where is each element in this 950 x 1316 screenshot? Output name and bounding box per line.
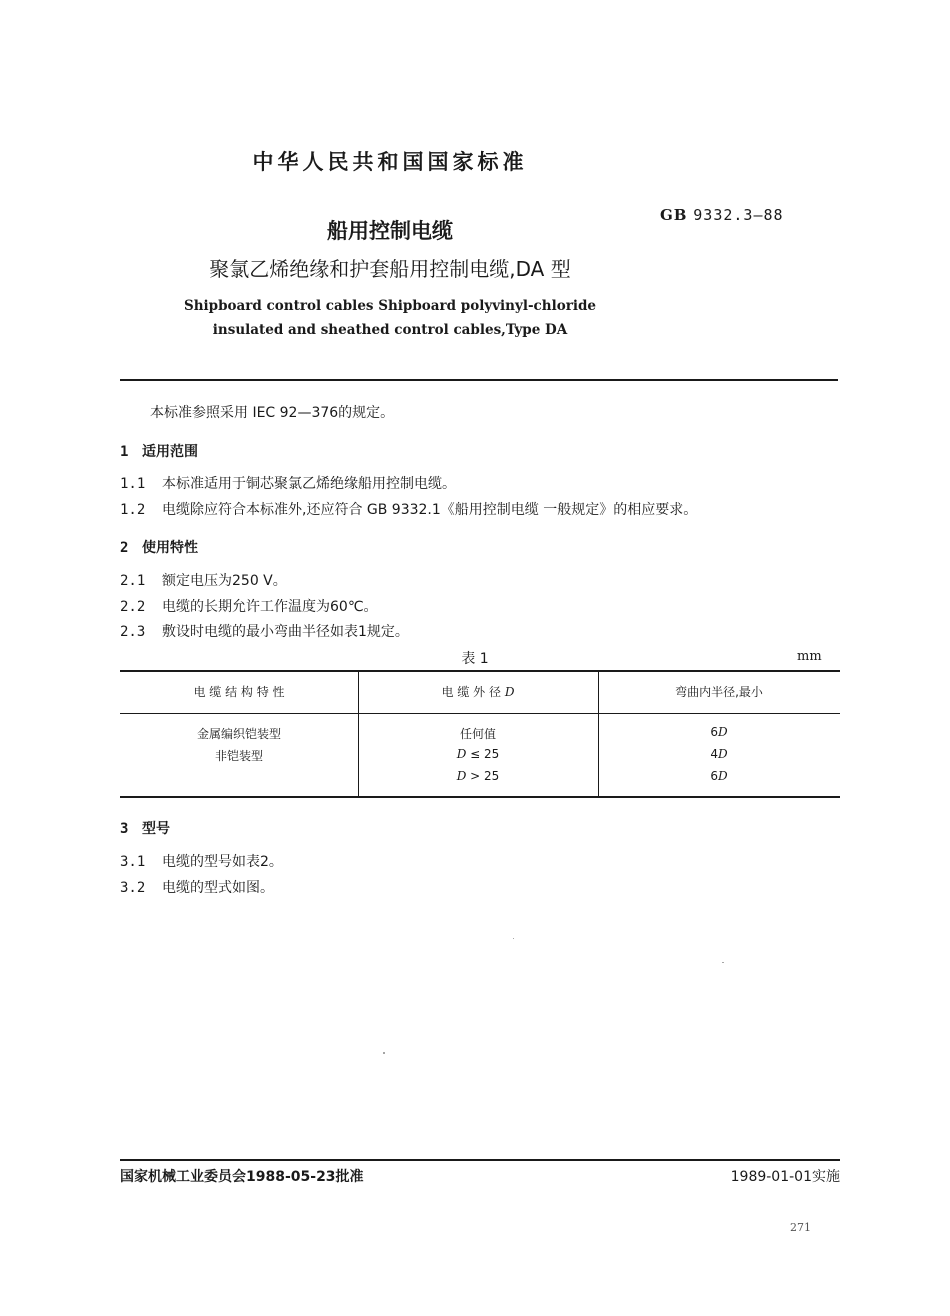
clause-number: 1.2 <box>120 502 146 518</box>
footer-divider <box>120 1159 840 1161</box>
english-title-line-2: insulated and sheathed control cables,Type DA <box>212 322 568 338</box>
table-header-divider <box>120 713 840 714</box>
clause-number: 2.2 <box>120 599 146 615</box>
scan-speck <box>722 962 724 963</box>
header-divider <box>120 379 838 381</box>
clause-number: 3.2 <box>120 880 146 896</box>
diameter-variable: D <box>456 769 467 783</box>
clause-text: 敷设时电缆的最小弯曲半径如表1规定。 <box>162 624 409 640</box>
clause-2-1 <box>120 570 287 590</box>
section-title: 使用特性 <box>142 540 198 556</box>
table-cell-diameter <box>358 747 598 761</box>
table-top-border <box>120 670 840 672</box>
table-cell-radius <box>598 769 840 783</box>
section-number: 3 <box>120 821 129 837</box>
radius-variable: D <box>718 725 728 739</box>
diameter-variable: D <box>456 747 467 761</box>
table-cell-structure: 金属编织铠装型 <box>196 727 281 741</box>
clause-2-2 <box>120 596 378 616</box>
clause-number: 1.1 <box>120 476 146 492</box>
document-title: 船用控制电缆 <box>327 219 453 243</box>
implementation-date: 1989-01-01实施 <box>730 1169 840 1185</box>
section-title: 适用范围 <box>142 444 198 460</box>
clause-3-2 <box>120 877 274 897</box>
clause-text: 电缆的长期允许工作温度为60℃。 <box>162 599 378 615</box>
table-header-cell <box>358 683 598 700</box>
clause-text: 电缆除应符合本标准外,还应符合 GB 9332.1《船用控制电缆 一般规定》的相应要求。 <box>162 502 698 518</box>
table-header-cell: 电 缆 结 构 特 性 <box>193 685 285 699</box>
clause-2-3 <box>120 621 409 641</box>
clause-text: 本标准适用于铜芯聚氯乙烯绝缘船用控制电缆。 <box>162 476 456 492</box>
section-heading-2 <box>120 537 198 557</box>
table-cell-diameter: 任何值 <box>459 727 496 741</box>
bending-radius-table <box>120 670 840 798</box>
clause-number: 2.1 <box>120 573 146 589</box>
table-cell-radius <box>598 725 840 739</box>
clause-3-1 <box>120 851 283 871</box>
scan-speck <box>383 1052 385 1054</box>
radius-variable: D <box>718 747 728 761</box>
clause-text: 额定电压为250 V。 <box>162 573 287 589</box>
table-header-cell: 弯曲内半径,最小 <box>675 685 763 699</box>
radius-coefficient: 6 <box>710 769 718 783</box>
radius-variable: D <box>718 769 728 783</box>
section-heading-1 <box>120 441 198 461</box>
national-standard-title: 中华人民共和国国家标准 <box>252 150 528 174</box>
clause-1-1 <box>120 473 456 493</box>
clause-number: 3.1 <box>120 854 146 870</box>
clause-number: 2.3 <box>120 624 146 640</box>
radius-coefficient: 6 <box>710 725 718 739</box>
table-bottom-border <box>120 796 840 798</box>
radius-coefficient: 4 <box>710 747 718 761</box>
table-cell-diameter <box>358 769 598 783</box>
clause-text: 电缆的型号如表2。 <box>162 854 283 870</box>
table-unit: mm <box>797 649 822 664</box>
diameter-condition: ≤ 25 <box>470 747 500 761</box>
section-number: 1 <box>120 444 129 460</box>
diameter-condition: > 25 <box>470 769 500 783</box>
english-title-line-1: Shipboard control cables Shipboard polyvinyl-chloride <box>183 298 596 314</box>
section-heading-3 <box>120 818 170 838</box>
table-caption: 表 1 <box>461 651 489 667</box>
clause-1-2 <box>120 499 697 519</box>
document-subtitle: 聚氯乙烯绝缘和护套船用控制电缆,DA 型 <box>209 257 571 281</box>
header-text: 电 缆 外 径 <box>441 685 501 699</box>
scan-speck <box>513 938 514 939</box>
section-title: 型号 <box>142 821 170 837</box>
header-variable: D <box>504 685 515 699</box>
clause-text: 电缆的型式如图。 <box>162 880 274 896</box>
standard-code: 9332.3—88 <box>693 206 784 224</box>
intro-paragraph: 本标准参照采用 IEC 92—376的规定。 <box>150 405 395 421</box>
standard-prefix: GB <box>660 206 688 224</box>
section-number: 2 <box>120 540 129 556</box>
table-cell-structure: 非铠装型 <box>214 749 263 763</box>
table-cell-radius <box>598 747 840 761</box>
approval-note: 国家机械工业委员会1988-05-23批准 <box>120 1169 364 1185</box>
page-number: 271 <box>790 1221 811 1234</box>
